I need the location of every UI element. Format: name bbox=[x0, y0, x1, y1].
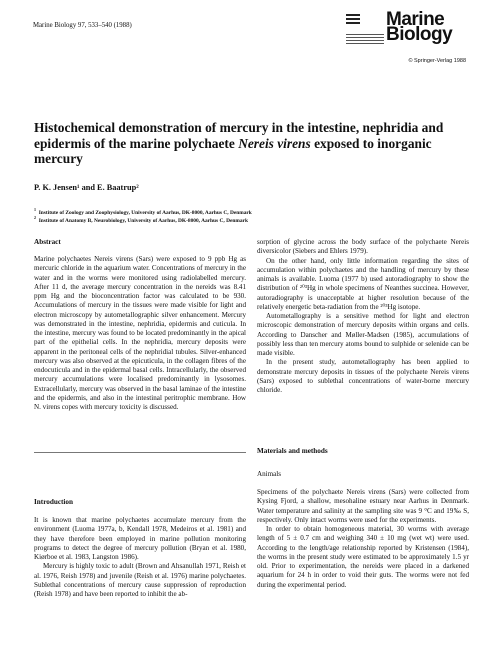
article-title bbox=[34, 120, 474, 167]
affiliation-2: $^2$ Institute of Anatomy B, Neurobiology, University of Aarhus, DK-8000, Aarhus C, Denmark bbox=[34, 215, 248, 224]
logo-text-marine: Marine bbox=[386, 9, 445, 30]
methods-text: Specimens of the polychaete Nereis virens (Sars) were collected from Kysing Fjord, a shallow, mesohaline estuary near Aarhus in Denmark. Water temperature and salinity at the sampling site was 9 °C and 19‰ S, respectively. Only intact worms were used for the experiments. In order to obtain homogeneous material, 30 worms with average length of 5 ± 0.7 cm and weighing 340 ± 10 mg (wet wt) were used. According to the length/age relationship reported by Kristensen (1984), the worms in the present study were estimated to be approximately 1.5 yr old. Prior to experimentation, the nereids were placed in a darkened aquarium for 24 h in order to void their guts. The worms were not fed during the experimental period. bbox=[257, 488, 469, 589]
logo-fineprint bbox=[346, 34, 384, 46]
journal-logo bbox=[346, 9, 466, 64]
animals-heading: Animals bbox=[257, 470, 282, 478]
section-divider bbox=[34, 452, 246, 453]
introduction-text: It is known that marine polychaetes accumulate mercury from the environment (Luoma 1977a, b, Kendall 1978, Medeiros et al. 1981) and they have therefore been employed in marine pollution monitoring programs to detect the degree of mercury pollution (Bryan et al. 1980, Kiørboe et al. 1983, Langston 1986). Mercury is highly toxic to adult (Brown and Ahsanullah 1971, Reish et al. 1976, Reish 1978) and juvenile (Reish et al. 1976) marine polychaetes. Sublethal concentrations of mercury cause suppression of reproduction (Reish 1978) and have been reported to inhibit the ab- bbox=[34, 516, 246, 598]
logo-bars-icon bbox=[346, 14, 360, 26]
title-species: Nereis virens bbox=[238, 135, 311, 151]
title-end: exposed to inorganic mercury bbox=[34, 135, 432, 166]
journal-reference: Marine Biology 97, 533–540 (1988) bbox=[33, 22, 132, 29]
affiliation-1: $^1$ Institute of Zoology and Zoophysiology, University of Aarhus, DK-8000, Aarhus C, Denmark bbox=[34, 207, 252, 216]
right-column-text: sorption of glycine across the body surface of the polychaete Nereis diversicolor (Siebers and Ehlers 1979). On the other hand, only little information regarding the sites of accumulation within polychaetes and the handling of mercury by these animals is available. Luoma (1977 b) used autoradiography to show the distribution of ²⁰³Hg in whole specimens of Neanthes succinea. However, autoradiography is unacceptable at higher resolution because of the relatively energetic beta-radiation from the ²⁰³Hg isotope. Autometallography is a sensitive method for light and electron microscopic demonstration of mercury deposits within organs and cells. According to Danscher and Møller-Madsen (1985), accumulations of possibly less than ten mercury atoms bound to sulphide or selenide can be made visible. In the present study, autometallography has been applied to demonstrate mercury deposits in tissues of the polychaete Nereis virens (Sars) exposed to sublethal concentrations of water-borne mercury chloride. bbox=[257, 238, 469, 394]
copyright-notice: © Springer-Verlag 1988 bbox=[408, 58, 466, 64]
title-text: Histochemical demonstration of mercury in the intestine, nephridia and epidermis of the marine polychaete bbox=[34, 120, 444, 151]
logo-text-biology: Biology bbox=[386, 24, 453, 45]
abstract-heading: Abstract bbox=[34, 238, 61, 246]
authors: P. K. Jensen¹ and E. Baatrup² bbox=[34, 183, 139, 192]
abstract-text: Marine polychaetes Nereis virens (Sars) were exposed to 9 ppb Hg as mercuric chloride in the aquarium water. Concentrations of mercury in the water and in the worms were monitored using radiolabelled mercury. After 11 d, the average mercury concentration in the nereids was 8.41 ppm Hg and the bioconcentration factor was calculated to be 930. Accumulations of mercury in the tissues were made visible for light and electron microscopy by autometallographic silver enhancement. Mercury was demonstrated in the intestine, nephridia, epidermis and cuticula. In the intestine, mercury was found to be located predominantly in the apical part of the epithelial cells. In the nephridia, mercury deposits were apparent in the peritoneal cells of the nephridial tubules. Silver-enhanced mercury was also observed at the epicuticula, in the collagen fibres of the endocuticula and in the epidermal basal cells. Intracellularly, the observed mercury accumulations were localised predominantly in lysosomes. Extracellularly, mercury was observed in the basal laminae of the intestine and the epidermis, and also in the intestinal peritrophic membrane. How N. virens copes with mercury toxicity is discussed. bbox=[34, 255, 246, 411]
methods-heading: Materials and methods bbox=[257, 447, 328, 455]
introduction-heading: Introduction bbox=[34, 498, 74, 506]
